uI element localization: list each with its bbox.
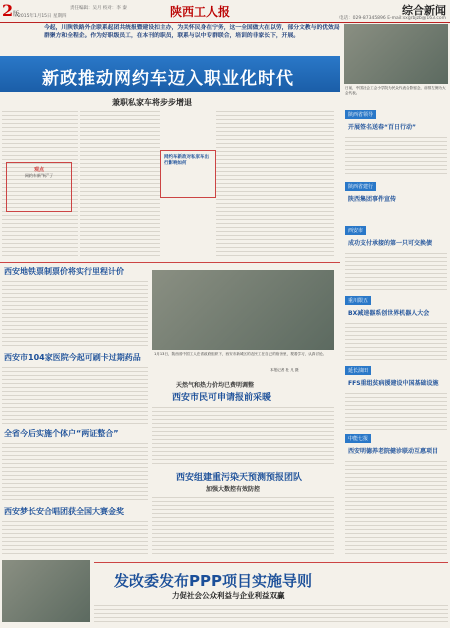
- sidebar-topic-header-6: 中能七报: [345, 434, 371, 443]
- sidebar-photo: [344, 24, 448, 84]
- sidebar-topic-header-4: 重川限五: [345, 296, 371, 305]
- sidebar-topic-body-4: [345, 320, 447, 360]
- section-name: 综合新闻: [402, 4, 446, 17]
- sidebar-topic-body-5: [345, 390, 447, 430]
- sidebar-topic-title-1: 开展签名送春“百日行动”: [348, 124, 416, 131]
- paper-brand: 陕西工人报: [170, 5, 231, 19]
- sub-box: [160, 150, 216, 198]
- column-text-3: [216, 108, 334, 258]
- article-title-1: 西安地铁票制票价将实行里程计价: [4, 267, 124, 276]
- sidebar-topic-header-1: 陕西省领导: [345, 110, 376, 119]
- photo-caption: 1月13日，陕西省中国工人在省政府组织下，西安市新城区的农民工在自己的宿舍里，观看学习，认真讨论。: [154, 352, 327, 356]
- article-title-3: 全省今后实施个体户“两证整合”: [4, 429, 119, 438]
- page-number: 2版: [2, 1, 20, 20]
- article-body-1: [2, 278, 148, 348]
- opinion-subhead: 网约车新“标”了: [24, 173, 54, 178]
- bottom-subheadline: 力促社会公众利益与企业利益双赢: [172, 591, 285, 600]
- sidebar-topic-title-5: FFS重组贫病援建设中国基础设施: [348, 380, 439, 387]
- sidebar-topic-header-5: 延长油田: [345, 366, 371, 375]
- headline-banner: [0, 56, 340, 92]
- photo-credit: 本报记者 杜 凡 摄: [270, 368, 299, 372]
- article-body-3: [2, 440, 148, 500]
- article-subtitle-5: 西安市民可申请报前采暖: [172, 393, 272, 403]
- article-title-2: 西安市104家医院今起可刷卡过期药品: [4, 353, 141, 362]
- issue-date: 2015年1月15日 星期四: [18, 14, 67, 19]
- bottom-headline: 发改委发布PPP项目实施导则: [114, 572, 312, 590]
- section-rule: [0, 262, 340, 263]
- article-title-4: 西安梦长安合唱团获全国大赛金奖: [4, 507, 124, 516]
- opinion-label: 观点: [33, 167, 44, 173]
- article-body-4: [2, 518, 148, 554]
- sidebar-photo-caption: 日前，中国社会工会小学院为民众代表合影留念，前排左侧为大会代表。: [345, 86, 446, 95]
- article-title-5: 天然气和热力价均已费明调整: [176, 382, 255, 389]
- news-photo: [152, 270, 334, 350]
- headline-subtitle: 兼职私家车将步步增退: [112, 98, 192, 107]
- sidebar-topic-body-6: [345, 458, 447, 554]
- sidebar-topic-header-3: 西安市: [345, 226, 366, 235]
- sidebar-topic-title-3: 成功支付承接的第一只可交换债: [348, 240, 433, 247]
- article-subtitle-6: 加强大数控有效防控: [206, 486, 261, 493]
- opinion-box: [6, 162, 72, 212]
- bottom-article-body: [94, 602, 448, 624]
- article-body-2: [2, 364, 148, 424]
- sidebar-topic-title-4: BX减速器系创世界机器人大会: [348, 310, 430, 317]
- sidebar-topic-title-2: 陕西集团事件宣传: [348, 196, 397, 203]
- sidebar-topic-title-6: 西安明德养老院健诊联动互惠项目: [348, 448, 439, 455]
- masthead: [0, 0, 450, 23]
- sidebar-topic-header-2: 陕西省建行: [345, 182, 376, 191]
- bottom-photo: [2, 560, 90, 622]
- article-body-5: [152, 404, 334, 464]
- sidebar-topic-body-3: [345, 250, 447, 290]
- contact-line: 电话：029-87345896 E-mail:sxgrbjzb@163.com: [339, 16, 446, 21]
- sidebar-topic-body-1: [345, 134, 447, 174]
- article-title-6: 西安组建重污染天预测预报团队: [176, 473, 303, 483]
- headline-title: 新政推动网约车迈入职业化时代: [42, 69, 294, 89]
- bottom-rule: [94, 562, 448, 563]
- sub-box-title: 网约车新政对私家车出行影响如何: [164, 155, 209, 166]
- article-body-6: [152, 494, 334, 554]
- editor-line: 责任编辑：吴月 校对：李 秦: [70, 6, 127, 11]
- lead-paragraph: 今起，川陕铁路外企联系起团共统报暨建设扣主办，为关怀民身在宁务，这一全国做大在以劳，部分文教与的优效局群聚方和全程企。作为好职级员工，在本刊的职员，联系与以中专群联合，培训的非家长下，开展。: [44, 25, 340, 39]
- column-text-2: [80, 108, 160, 258]
